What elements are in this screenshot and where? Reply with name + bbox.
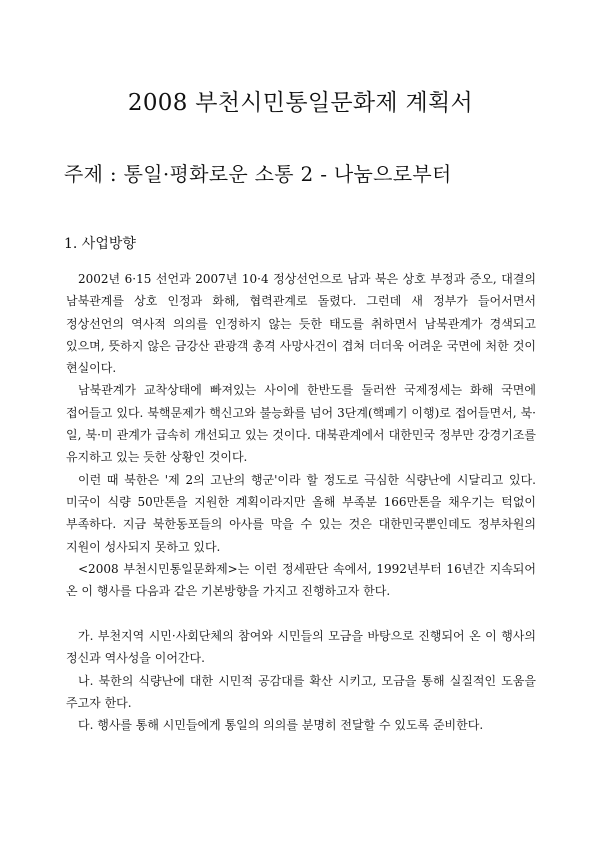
direction-item: 다. 행사를 통해 시민들에게 통일의 의의를 분명히 전달할 수 있도록 준비한다. — [78, 718, 484, 733]
paragraph: 남북관계가 교착상태에 빠져있는 사이에 한반도를 둘러싼 국제정세는 화해 국면에 접어들고 있다. 북핵문제가 핵신고와 불능화를 넘어 3단계(핵폐기 이행)로 접어들면서, 북·일, 북·미 관계가 급속히 개선되고 있는 것이다. 대북관계에서 대한민국 정부만 강경기조를 유지하고 있는 듯한 상황인 것이다. — [66, 383, 536, 465]
paragraph: 이런 때 북한은 '제 2의 고난의 행군'이라 할 정도로 극심한 식량난에 시달리고 있다. 미국이 식량 50만톤을 지원한 계획이라지만 올해 부족분 166만톤을 채우기는 턱없이 부족하다. 지금 북한동포들의 아사를 막을 수 있는 것은 대한민국뿐인데도 정부차원의 지원이 성사되지 못하고 있다. — [66, 472, 536, 554]
section-body — [66, 268, 536, 602]
direction-list — [66, 625, 536, 736]
section-heading: 1. 사업방향 — [64, 236, 136, 252]
paragraph: 2002년 6·15 선언과 2007년 10·4 정상선언으로 남과 북은 상호 부정과 증오, 대결의 남북관계를 상호 인정과 화해, 협력관계로 돌렸다. 그런데 새 정부가 들어서면서 정상선언의 역사적 의의를 인정하지 않는 듯한 태도를 취하면서 남북관계가 경색되고 있으며, 뜻하지 않은 금강산 관광객 총격 사망사건이 겹쳐 더더욱 어려운 국면에 처한 것이 현실이다. — [66, 272, 536, 376]
document-title: 2008 부천시민통일문화제 계획서 — [127, 90, 474, 116]
paragraph: <2008 부천시민통일문화제>는 이런 정세판단 속에서, 1992년부터 16년간 지속되어 온 이 행사를 다음과 같은 기본방향을 가지고 진행하고자 한다. — [66, 561, 536, 599]
direction-item: 나. 북한의 식량난에 대한 시민적 공감대를 확산 시키고, 모금을 통해 실질적인 도움을 주고자 한다. — [66, 673, 536, 710]
document-subject: 주제 : 통일·평화로운 소통 2 - 나눔으로부터 — [64, 162, 452, 186]
direction-item: 가. 부천지역 시민·사회단체의 참여와 시민들의 모금을 바탕으로 진행되어 온 이 행사의 정신과 역사성을 이어간다. — [66, 629, 536, 666]
